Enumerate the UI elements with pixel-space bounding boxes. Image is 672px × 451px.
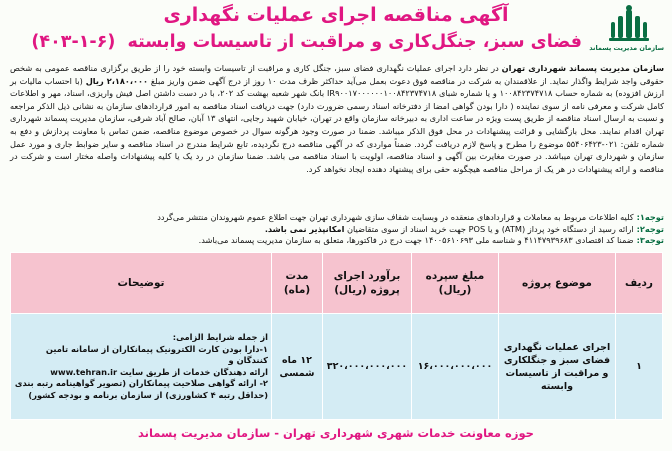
- desc-line: ۱-دارا بودن کارت الکترونیک پیمانکاران از سامانه تامین کنندگان و: [45, 343, 268, 365]
- cell-row-number: ۱: [616, 314, 663, 420]
- col-header-deposit: مبلغ سپرده (ریال): [412, 253, 499, 314]
- note-label: توجه۳:: [636, 235, 664, 246]
- desc-line: (حداقل رتبه ۴ کشاورزی) از سازمان برنامه و بودجه کشور): [28, 389, 268, 400]
- table-header-row: [11, 253, 663, 314]
- footer: حوزه معاونت خدمات شهری شهرداری تهران - سازمان مدیریت پسماند: [138, 426, 534, 440]
- note-label: توجه۲:: [636, 223, 664, 234]
- desc-line: از جمله شرایط الزامی:: [172, 332, 268, 342]
- cell-deposit: ۱۶،۰۰۰،۰۰۰،۰۰۰: [412, 314, 499, 420]
- note-label: توجه۱:: [636, 212, 664, 222]
- note-text: ضمنا کد اقتصادی ۴۱۱۴۷۹۳۹۶۸۳ و شناسه ملی ۱۴۰۰۵۶۱۰۶۹۳ جهت درج در فاکتور‌ها، متعلق به سازمان مدیریت پسماند می‌باشد.: [198, 235, 634, 246]
- desc-line: ارائه دهندگان خدمات از طریق سایت www.tehran.ir: [50, 366, 268, 377]
- col-header-subject: موضوع پروژه: [499, 253, 616, 314]
- logo: [589, 4, 664, 56]
- cell-description: [11, 314, 272, 420]
- col-header-row-number: ردیف: [616, 253, 663, 314]
- note-2: [10, 224, 664, 236]
- header: [0, 0, 672, 60]
- announcement-body: [10, 62, 664, 175]
- cell-subject: اجرای عملیات نگهداری فضای سبز و جنگلکاری و مراقبت از تاسیسات وابسته: [499, 314, 616, 420]
- note-text: ارائه رسید از دستگاه خود پرداز (ATM) و یا POS جهت خرید اسناد از سوی متقاضیان: [344, 223, 634, 234]
- cell-estimate: ۳۲۰،۰۰۰،۰۰۰،۰۰۰: [323, 314, 412, 420]
- cell-duration: ۱۲ ماه شمسی: [272, 314, 323, 420]
- col-header-duration: مدت (ماه): [272, 253, 323, 314]
- body-part1: در نظر دارد اجرای عملیات نگهداری فضای سبز، جنگل کاری و مراقبت از تاسیسات وابسته خود را از طریق برگزاری مناقصه عمومی به شخص حقوقی واجد شرایط واگذار نماید. از علاقمندان به شرکت در مناقصه فوق دعوت بعمل می‌آید حداکثر ظرف مدت ۱۰ روز از درج آگهی ضمن واریز مبلغ: [10, 63, 664, 86]
- note-3: [10, 235, 664, 247]
- note-bold-tail: امکانپذیر نمی باشد.: [264, 223, 345, 234]
- tender-code: (۶-۱-۴۰۳): [31, 32, 116, 52]
- tender-table: [10, 252, 663, 420]
- deposit-amount: ۲،۱۸۰،۰۰۰ ریال: [85, 75, 148, 86]
- logo-caption: سازمان مدیریت پسماند: [589, 44, 664, 52]
- page-title: آگهی مناقصه اجرای عملیات نگهداری: [163, 4, 509, 26]
- col-header-description: توضیحات: [11, 253, 272, 314]
- table-row: [11, 314, 663, 420]
- subtitle-text: فضای سبز، جنگل‌کاری و مراقبت از تاسیسات وابسته: [127, 32, 582, 52]
- body-part2: (با احتساب مالیات بر ارزش افزوده) به شماره حساب ۱۰۰۸۴۲۳۷۴۷۱۸ و یا شماره شبای IR۹۰۰۱۷۰۰۰۰۰۰۱۰۰۸۴۲۳۷۴۷۱۸ بانک شهر شعبه بهشت کد ۲۰۲، با در دست داشتن اصل فیش واریزی، اسناد، مهر و اطلاعات کامل شرکت و معرفی نامه از سوی نماینده ( دارا بودن گواهی امضا از دفترخانه اسناد رسمی ضرورت دارد) جهت دریافت اسناد مناقصه به امور قراردادهای سازمان به نشانی ذیل الذکر مراجعه و نسبت به ارسال اسناد مناقصه از طریق پست ویژه در ساعت اداری به دبیرخانه سازمان واقع در تهران، خیابان شهید رجایی، انتهای ۱۳ آبان، صالح آباد شرقی، سازمان مدیریت پسماند شهرداری تهران اقدام نمایند. محل بازگشایی و قرائت پیشنهادات در محل فوق الذکر میباشد. ضمنا در صورت وجود هرگونه سوال در خصوص موضوع مناقصه، ضمن تماس با معاونت پردازش و دفع به شماره تلفن: ۰۲۱-۵۵۴۰۶۴۲۳ موضوع را مطرح و پاسخ لازم دریافت گردد. ضمناً مواردی که در آگهی مناقصه درج نگردیده، تابع شرایط مندرج در اسناد مناقصه و سایر ضوابط جاری و مورد عمل سازمان و شهرداری تهران میباشد. در صورت مغایرت بین آگهی و اسناد مناقصه، اولویت با اسناد مناقصه می باشد. ضمنا سازمان در رد یک یا کلیه پیشنهادات واصله مختار است و شرکت در مناقصه و ارائه پیشنهادات در هر یک از مراحل مناقصه هیچگونه حقی برای پیشنهاد دهنده ایجاد نخواهد کرد.: [10, 75, 664, 174]
- col-header-estimate: برآورد اجرای پروژه (ریال): [323, 253, 412, 314]
- page-subtitle: [31, 30, 582, 54]
- desc-line: ۲- ارائه گواهی صلاحیت پیمانکاران (تصویر گواهینامه رتبه بندی: [14, 378, 268, 388]
- organization-name: سازمان مدیریت پسماند شهرداری تهران: [501, 63, 664, 73]
- note-text: کلیه اطلاعات مربوط به معاملات و قراردادهای منعقده در وبسایت شفاف سازی شهرداری تهران جهت اطلاع عموم شهروندان منتشر می‌گردد: [157, 212, 634, 222]
- note-1: [10, 212, 664, 224]
- tehran-municipality-emblem-icon: [606, 4, 652, 44]
- notes: [10, 212, 664, 247]
